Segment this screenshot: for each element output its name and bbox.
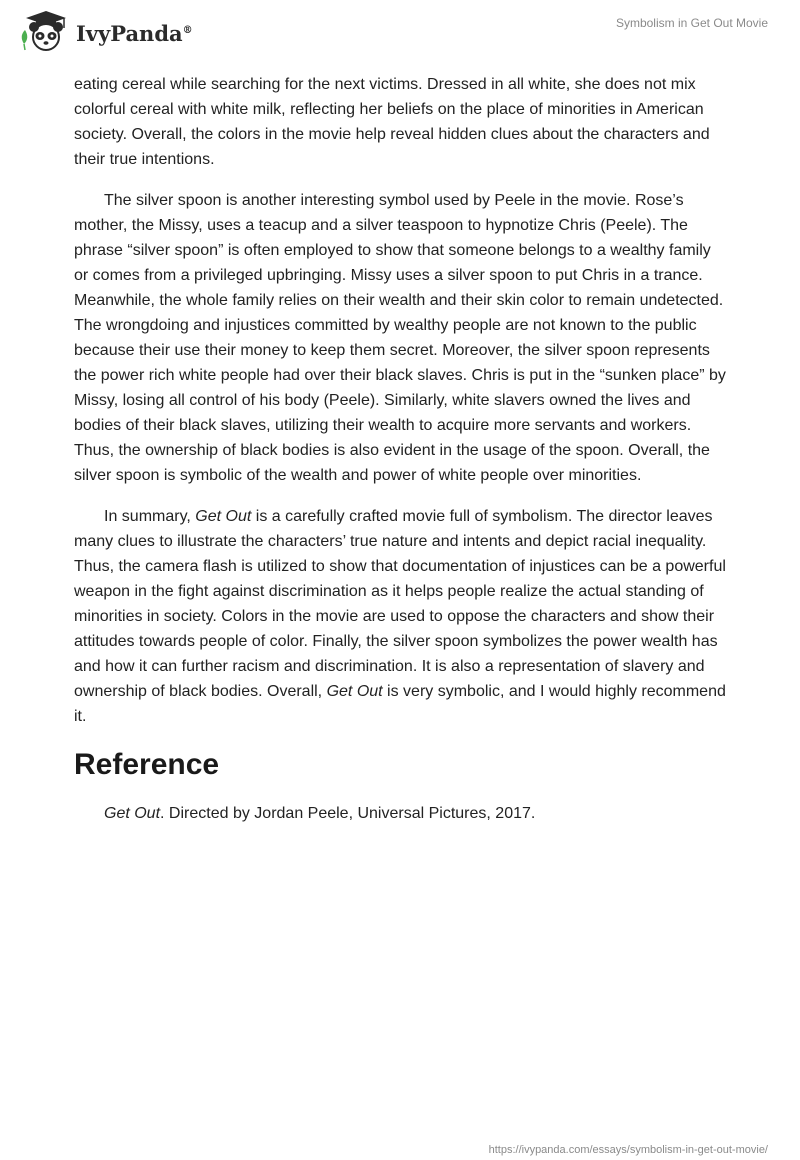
reference-entry: Get Out. Directed by Jordan Peele, Universal Pictures, 2017.: [104, 805, 536, 822]
brand-name: IvyPanda®: [76, 20, 193, 46]
source-url[interactable]: https://ivypanda.com/essays/symbolism-in-get-out-movie/: [488, 1144, 768, 1156]
essay-content: [74, 72, 726, 842]
reference-heading: Reference: [74, 748, 220, 781]
document-title: Symbolism in Get Out Movie: [615, 16, 768, 30]
paragraph-colors-conclusion: eating cereal while searching for the next victims. Dressed in all white, she does not mix colorful cereal with white milk, reflecting her beliefs on the place of minorities in American society. Overall, the colors in the movie help reveal hidden clues about the characters and their true intentions.: [74, 76, 710, 168]
page-header: [0, 0, 800, 70]
ivypanda-logo[interactable]: [16, 8, 193, 54]
panda-graduate-icon: [16, 8, 74, 54]
paragraph-summary: In summary, Get Out is a carefully crafted movie full of symbolism. The director leaves many clues to illustrate the characters’ true nature and intents and depict racial inequality. Thus, the camera flash is utilized to show that documentation of injustices can be a powerful weapon in the fight against discrimination as it helps people realize the actual standing of minorities in society. Colors in the movie are used to oppose the characters and show their attitudes towards people of color. Finally, the silver spoon symbolizes the power wealth has and how it can further racism and discrimination. It is also a representation of slavery and ownership of black bodies. Overall, Get Out is very symbolic, and I would highly recommend it.: [74, 508, 726, 725]
paragraph-silver-spoon: The silver spoon is another interesting symbol used by Peele in the movie. Rose’s mother, the Missy, uses a teacup and a silver teaspoon to hypnotize Chris (Peele). The phrase “silver spoon” is often employed to show that someone belongs to a wealthy family or comes from a privileged upbringing. Missy uses a silver spoon to put Chris in a trance. Meanwhile, the whole family relies on their wealth and their skin color to remain undetected. The wrongdoing and injustices committed by wealthy people are not known to the public because their use their money to keep them secret. Moreover, the silver spoon represents the power rich white people had over their black slaves. Chris is put in the “sunken place” by Missy, losing all control of his body (Peele). Similarly, white slavers owned the lives and bodies of their black slaves, utilizing their wealth to acquire more servants and workers. Thus, the ownership of black bodies is also evident in the usage of the spoon. Overall, the silver spoon is symbolic of the wealth and power of white people over minorities.: [74, 192, 726, 484]
